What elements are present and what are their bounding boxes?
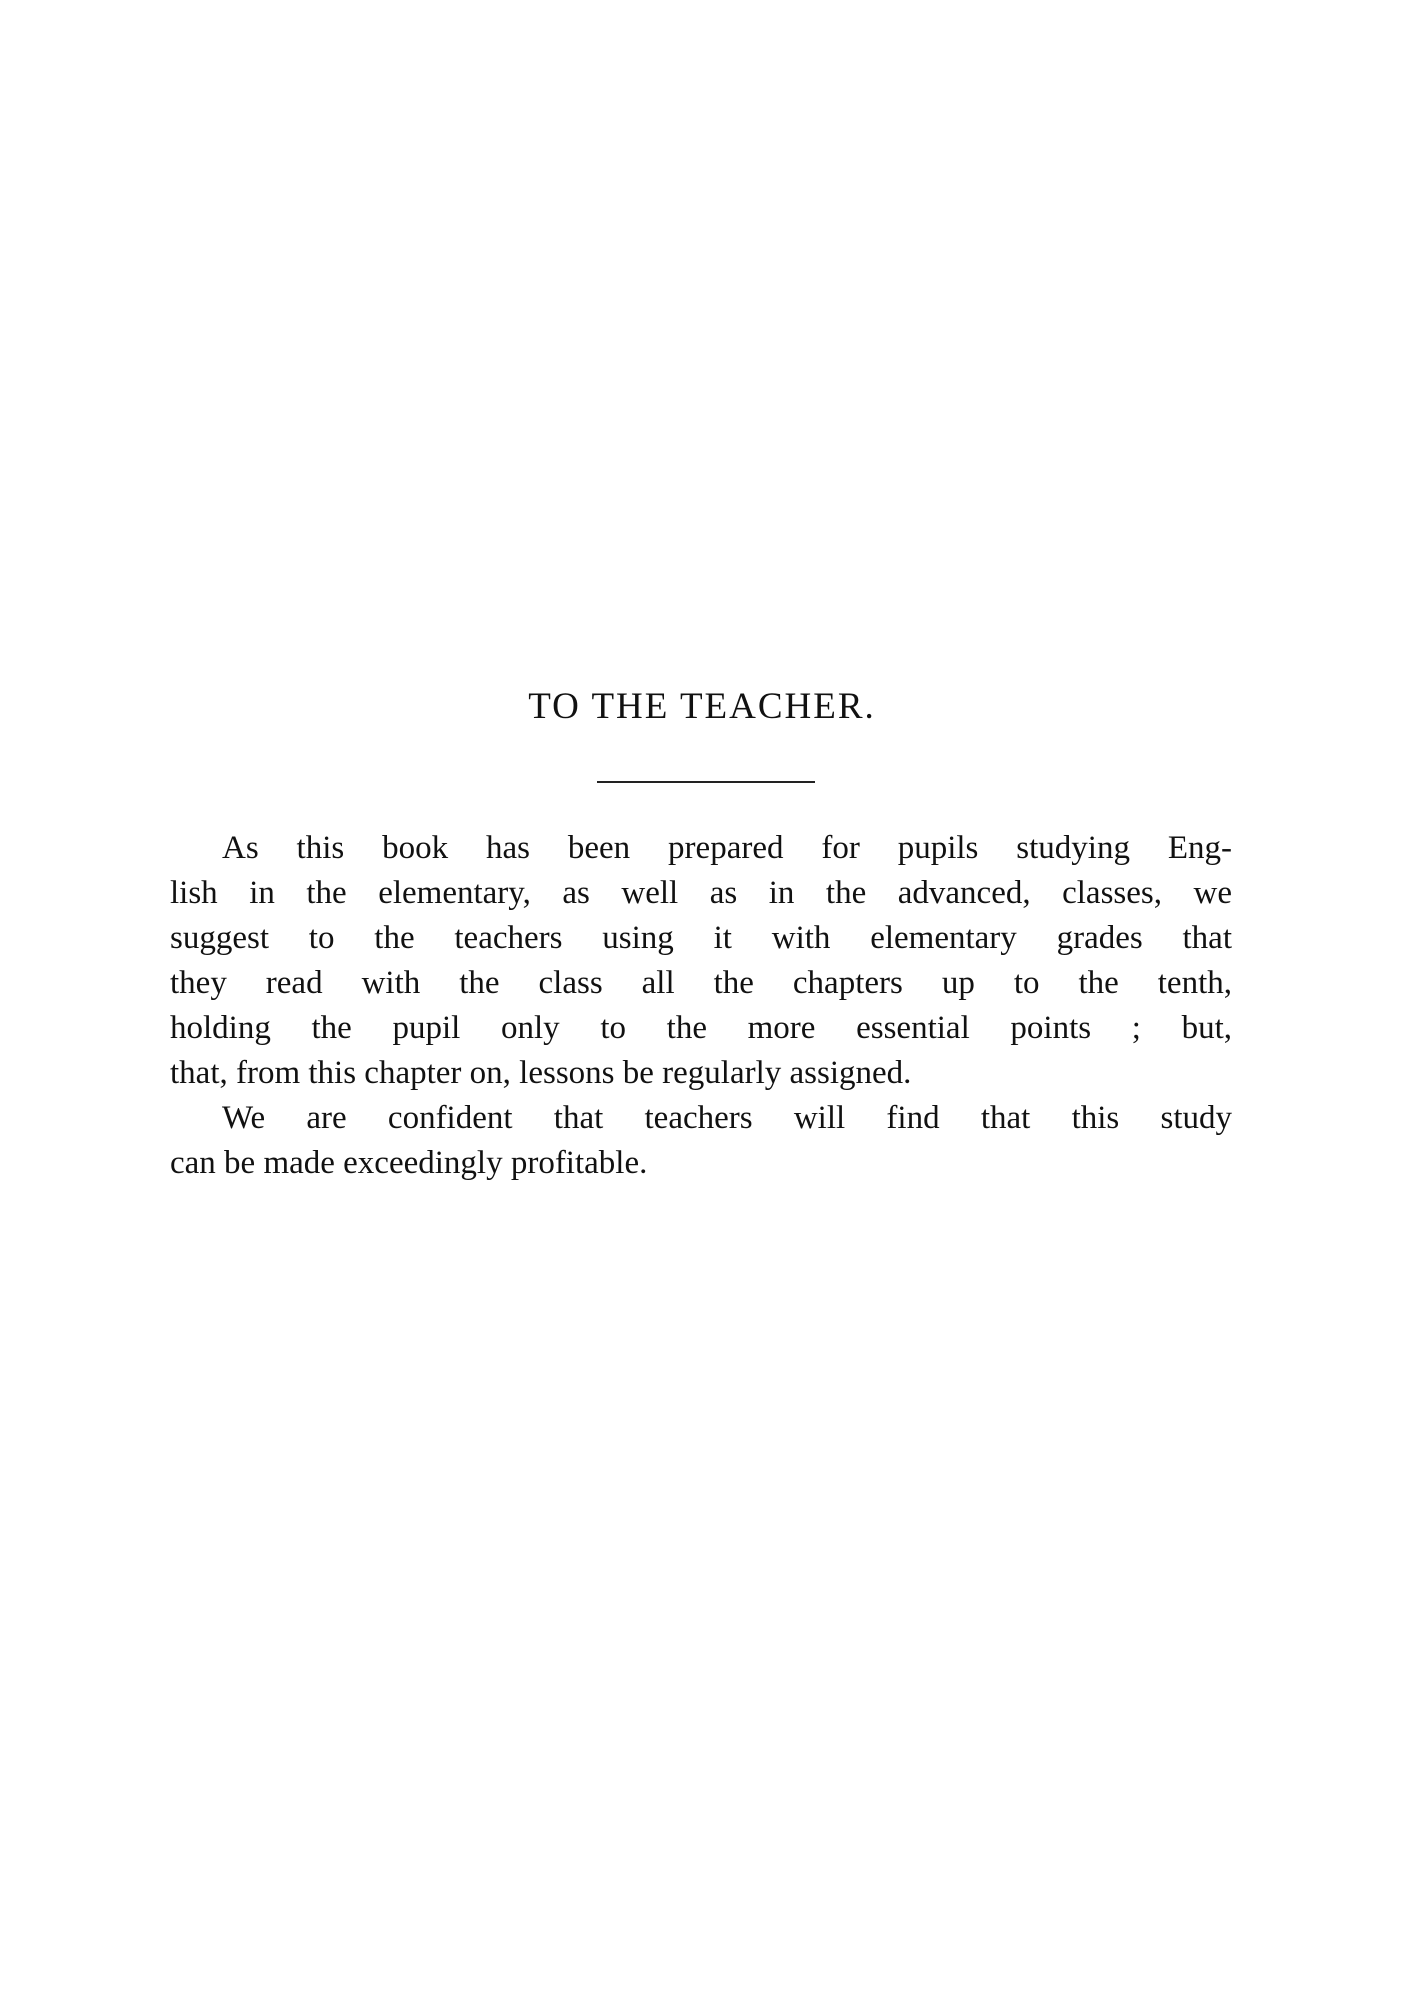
text-line: they read with the class all the chapters up to the tenth, [170, 965, 1232, 1001]
text-line: As this book has been prepared for pupils studying Eng- [222, 830, 1232, 866]
body-text [170, 826, 1232, 1186]
text-line: lish in the elementary, as well as in the advanced, classes, we [170, 875, 1232, 911]
paragraph-1 [170, 826, 1232, 1096]
text-line: that, from this chapter on, lessons be regularly assigned. [170, 1055, 912, 1091]
text-line: We are confident that teachers will find that this study [222, 1100, 1232, 1136]
page-heading: TO THE TEACHER. [528, 686, 876, 727]
paragraph-2 [170, 1096, 1232, 1186]
heading-rule [597, 781, 815, 783]
text-line: suggest to the teachers using it with elementary grades that [170, 920, 1232, 956]
text-line: can be made exceedingly profitable. [170, 1145, 648, 1181]
text-line: holding the pupil only to the more essential points ; but, [170, 1010, 1232, 1046]
